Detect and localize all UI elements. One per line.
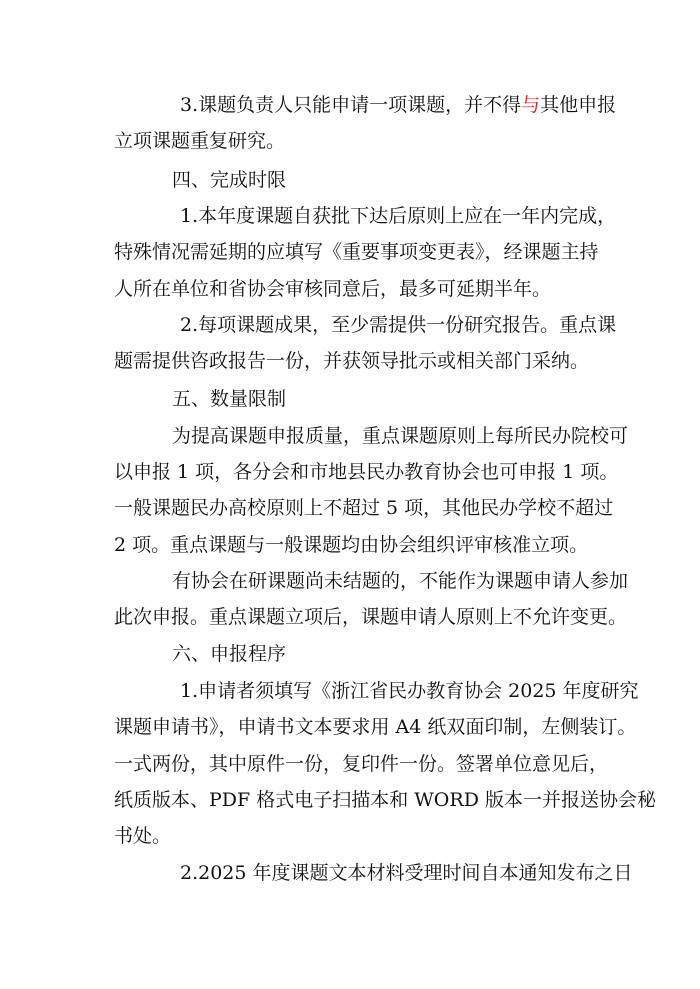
- paragraph-line: 立项课题重复研究。: [114, 130, 286, 152]
- paragraph-line: 一式两份，其中原件一份，复印件一份。签署单位意见后，: [114, 753, 609, 775]
- text-run: 3.课题负责人只能申请一项课题，并不得: [180, 94, 522, 116]
- paragraph-line: 题需提供咨政报告一份，并获领导批示或相关部门采纳。: [114, 350, 590, 372]
- highlighted-text: 与: [521, 94, 541, 116]
- paragraph-line: 特殊情况需延期的应填写《重要事项变更表》，经课题主持: [114, 241, 599, 263]
- paragraph-line: 为提高课题申报质量，重点课题原则上每所民办院校可: [172, 425, 629, 447]
- paragraph-line: 书处。: [114, 825, 172, 847]
- paragraph-line: 课题申请书》，申请书文本要求用 A4 纸双面印制，左侧装订。: [114, 716, 637, 738]
- paragraph-line: 此次申报。重点课题立项后，课题申请人原则上不允许变更。: [114, 606, 628, 628]
- paragraph-line: 有协会在研课题尚未结题的，不能作为课题申请人参加: [172, 570, 629, 592]
- paragraph-line: [180, 91, 616, 119]
- paragraph-line: 1.本年度课题自获批下达后原则上应在一年内完成，: [180, 205, 617, 227]
- paragraph-line: 2.2025 年度课题文本材料受理时间自本通知发布之日: [180, 862, 633, 884]
- section-heading: 四、完成时限: [172, 169, 287, 191]
- section-heading: 六、申报程序: [172, 643, 287, 665]
- section-heading: 五、数量限制: [172, 388, 287, 410]
- text-run: 其他申报: [540, 94, 617, 116]
- paragraph-line: 2 项。重点课题与一般课题均由协会组织评审核准立项。: [114, 534, 589, 556]
- paragraph-line: 人所在单位和省协会审核同意后，最多可延期半年。: [114, 278, 552, 300]
- paragraph-line: 纸质版本、PDF 格式电子扫描本和 WORD 版本一并报送协会秘: [114, 789, 656, 811]
- paragraph-line: 1.申请者须填写《浙江省民办教育协会 2025 年度研究: [180, 680, 639, 702]
- paragraph-line: 2.每项课题成果，至少需提供一份研究报告。重点课: [180, 314, 617, 336]
- paragraph-line: 以申报 1 项，各分会和市地县民办教育协会也可申报 1 项。: [114, 461, 619, 483]
- paragraph-line: 一般课题民办高校原则上不超过 5 项，其他民办学校不超过: [114, 497, 614, 519]
